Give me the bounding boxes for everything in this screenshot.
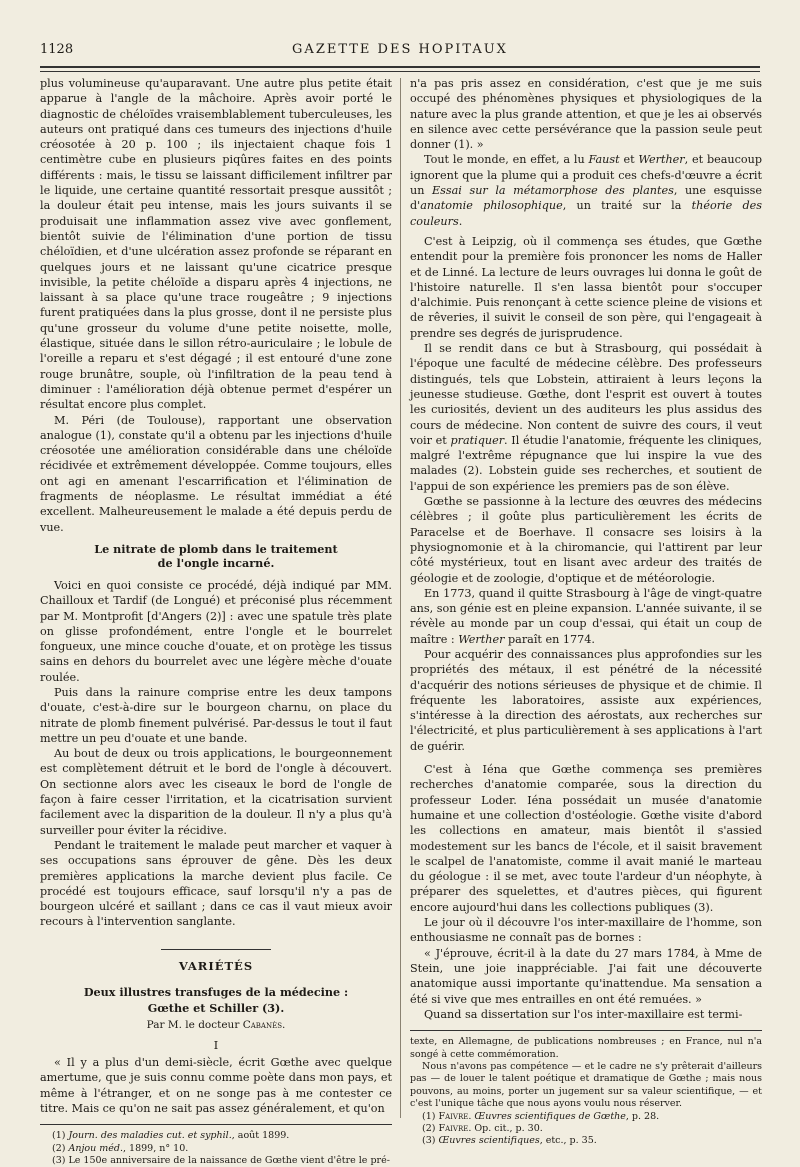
footnote-title: Œuvres scientifiques de Gœthe <box>474 1110 626 1122</box>
footnote <box>410 1123 762 1135</box>
article-byline <box>40 1018 392 1033</box>
footnote-rule <box>410 1030 762 1031</box>
footnote-title: Journ. des maladies cut. et syphil. <box>68 1130 232 1142</box>
text-run: . Il étudie l'anatomie, fréquente les cliniques, malgré l'extrême répugnance que lui inspire la vue des malades (2). Lobstein guide ses recherches, et soutient de l'appui de son expérience les premiers pas de son élève. <box>410 433 762 493</box>
paragraph: Le jour où il découvre l'os inter-maxillaire de l'homme, son enthousiasme ne connaît pas de bornes : <box>410 916 762 945</box>
footnote-number: (2) <box>52 1142 69 1154</box>
footnote <box>40 1143 392 1155</box>
footnote-number: (1) <box>52 1130 69 1142</box>
text-run: Il se rendit dans ce but à Strasbourg, qui possédait à l'époque une faculté de médecine célèbre. Des professeurs distingués, tels que Lobstein, attiraient à leurs leçons la jeunesse studieuse. Gœthe, dont l'esprit est ouvert à toutes les curiosités, devient un des auditeurs les plus assidus des cours de médecine. Non content de suivre des cours, il veut voir et <box>410 342 762 447</box>
left-column <box>40 76 392 1167</box>
footnote-text: , p. 28. <box>625 1110 660 1122</box>
footnote: (3) Le 150e anniversaire de la naissance de Gœthe vient d'être le pré- <box>52 1154 390 1166</box>
footnote-author: Faivre <box>438 1110 469 1122</box>
footnote-text: , etc., p. 35. <box>539 1135 597 1147</box>
article-title-line: Gœthe et Schiller (3). <box>147 1001 285 1016</box>
footnote: texte, en Allemagne, de publications nombreuses ; en France, nul n'a songé à cette commémoration. <box>410 1036 762 1060</box>
text-run: Tout le monde, en effet, a lu <box>424 153 589 167</box>
section-heading-line: de l'ongle incarné. <box>157 555 275 570</box>
page-number: 1128 <box>40 42 74 57</box>
text-run: . <box>458 214 463 228</box>
footnote <box>40 1130 392 1142</box>
paragraph: Pour acquérir des connaissances plus approfondies sur les propriétés des métaux, il est pénétré de la nécessité d'acquérir des notions sérieuses de physique et de chimie. Il fréquente les laboratoires, assiste aux expériences, s'intéresse à la direction des aérostats, aux recherches sur l'électricité, et plus particulièrement à ses applications à l'art de guérir. <box>410 647 762 753</box>
byline-prefix: Par M. le docteur <box>146 1019 243 1032</box>
footnote-title: Œuvres scientifiques <box>438 1135 540 1147</box>
author-name: Cabanès. <box>242 1019 286 1032</box>
emphasis: pratiquer <box>450 433 505 447</box>
text-run: paraît en 1774. <box>504 632 595 646</box>
text-run: et <box>619 153 639 167</box>
section-heading <box>40 542 392 570</box>
footnote-text: . <box>468 1110 475 1122</box>
work-title: anatomie philosophique <box>420 199 563 213</box>
header-rule-thin <box>40 71 760 72</box>
paragraph: plus volumineuse qu'auparavant. Une autre plus petite était apparue à l'angle de la mâchoire. Après avoir porté le diagnostic de chéloïdes vraisemblablement tuberculeuses, les auteurs ont pratiqué dans ces tumeurs des injections d'huile créosotée à 20 p. 100 ; ils injectaient chaque fois 1 centimètre cube en plusieurs piqûres faites en des points différents : mais, le tissu se laissant difficilement infiltrer par le liquide, une certaine quantité ressortait presque aussitôt ; la douleur était peu intense, mais les jours suivants il se produisait une inflammation assez vive avec gonflement, bientôt suivie de l'élimination d'une portion de tissu chéloïdien, et d'une ulcération assez profonde se réparant en quelques jours et ne laissant qu'une cicatrice presque invisible, la petite chéloïde a disparu après 4 injections, ne laissant à sa place qu'une trace rougeâtre ; 9 injections furent pratiquées dans la plus grosse, dont il ne persiste plus qu'une grosseur du volume d'une petite noisette, molle, élastique, située dans le sillon rétro-auriculaire ; le lobule de l'oreille a reparu et s'est dégagé ; il est entouré d'une zone rouge brunâtre, souple, où l'infiltration de la peau tend à diminuer : l'amélioration déjà obtenue permet d'espérer un résultat encore plus complet. <box>40 77 392 412</box>
paragraph: M. Péri (de Toulouse), rapportant une observation analogue (1), constate qu'il a obtenu par les injections d'huile créosotée une amélioration considérable dans une chéloïde récidivée et extrêmement développée. Comme toujours, elles ont agi en amenant l'escarrification et l'élimination de fragments de néoplasme. Le résultat immédiat a été excellent. Malheureusement le malade a été depuis perdu de vue. <box>40 413 392 534</box>
work-title: Essai sur la métamorphose des plantes <box>431 184 674 198</box>
work-title: théorie des couleurs <box>410 199 763 228</box>
footnote-title: Anjou méd. <box>68 1142 123 1154</box>
chapter-number: I <box>213 1038 219 1052</box>
paragraph: C'est à Leipzig, où il commença ses études, que Gœthe entendit pour la première fois prononcer les noms de Haller et de Linné. La lecture de leurs ouvrages lui donna le goût de l'histoire naturelle. Il s'en lassa bientôt pour s'occuper d'alchimie. Puis renonçant à cette science pleine de visions et de rêveries, il suivit le conseil de son père, qui l'engageait à prendre ses degrés de jurisprudence. <box>410 234 762 340</box>
paragraph: n'a pas pris assez en considération, c'est que je me suis occupé des phénomènes physiques et physiologiques de la nature avec la plus grande attention, et que je les ai observés en silence avec cette persévérance que la passion seule peut donner (1). » <box>410 77 762 152</box>
footnote-rule <box>40 1124 392 1125</box>
text-run: En 1773, quand il quitte Strasbourg à l'âge de vingt-quatre ans, son génie est en pleine expansion. L'année suivante, il se révèle au monde par un coup d'essai, qui était un coup de maître : <box>410 586 762 646</box>
running-title: GAZETTE DES HOPITAUX <box>292 42 508 57</box>
work-title: Werther <box>638 153 685 167</box>
text-run: , une esquisse d' <box>410 184 762 213</box>
paragraph: « J'éprouve, écrit-il à la date du 27 mars 1784, à Mme de Stein, une joie inappréciable. J'ai fait une découverte anatomique aussi importante qu'inattendue. Ma sensation a été si vive que mes entrailles en ont été remuées. » <box>410 946 762 1006</box>
work-title: Werther <box>458 632 505 646</box>
footnote-number: (3) <box>422 1135 439 1147</box>
text-run: , et beaucoup ignorent que la plume qui a produit ces chefs-d'œuvre a écrit un <box>410 153 763 198</box>
footnote <box>410 1111 762 1123</box>
paragraph: « Il y a plus d'un demi-siècle, écrit Gœthe avec quelque amertume, que je suis connu comme poète dans mon pays, et même à l'étranger, et on ne songe pas à me contester ce titre. Mais ce qu'on ne sait pas assez généralement, et qu'on <box>40 1055 392 1115</box>
paragraph: C'est à Iéna que Gœthe commença ses premières recherches d'anatomie comparée, sous la direction du professeur Loder. Iéna possédait un musée d'anatomie humaine et une collection d'ostéologie. Gœthe visite d'abord les collections en amateur, mais bientôt il s'assied modestement sur les bancs de l'école, et il saisit bravement le scalpel de l'anatomiste, comme il avait manié le marteau du géologue : il se met, avec toute l'ardeur d'un néophyte, à préparer des squelettes, et d'autres pièces, qui figurent encore aujourd'hui dans les collections publiques (3). <box>410 763 762 914</box>
footnote-text: , 1899, n° 10. <box>123 1142 189 1154</box>
section-title-varietes: VARIÉTÉS <box>178 959 254 974</box>
column-separator <box>400 78 401 1118</box>
page-header <box>40 42 760 62</box>
paragraph <box>410 152 762 228</box>
paragraph <box>410 586 762 647</box>
footnote-number: (2) <box>422 1122 439 1134</box>
footnote <box>410 1135 762 1147</box>
paragraph: Quand sa dissertation sur l'os inter-maxillaire est termi- <box>424 1007 743 1021</box>
footnote-text: , août 1899. <box>231 1130 290 1142</box>
paragraph: Gœthe se passionne à la lecture des œuvres des médecins célèbres ; il goûte plus particulièrement les écrits de Paracelse et de Boerhave. Il consacre ses loisirs à la physiognomonie et à la chiromancie, qui l'attirent par leur côté mystérieux, tout en lisant avec ardeur des traités de géologie et de zoologie, d'optique et de météorologie. <box>410 495 762 585</box>
paragraph: Pendant le traitement le malade peut marcher et vaquer à ses occupations sans éprouver de gêne. Dès les deux premières applications la marche devient plus facile. Ce procédé est toujours efficace, sauf lorsqu'il n'y a pas de bourgeon ulcéré et saillant ; dans ce cas il vaut mieux avoir recours à l'intervention sanglante. <box>40 838 392 929</box>
paragraph <box>410 341 762 494</box>
paragraph: Au bout de deux ou trois applications, le bourgeonnement est complètement détruit et le bord de l'ongle à découvert. On sectionne alors avec les ciseaux le bord de l'ongle de façon à faire cesser l'irritation, et la cicatrisation survient facilement avec la disparition de la douleur. Il n'y a plus qu'à surveiller pour éviter la récidive. <box>40 747 392 837</box>
right-column <box>410 76 762 1148</box>
section-divider <box>40 939 392 954</box>
article-title-line: Deux illustres transfuges de la médecine : <box>83 985 349 1000</box>
text-run: , un traité sur la <box>562 199 692 213</box>
section-heading-line: Le nitrate de plomb dans le traitement <box>94 541 338 556</box>
header-rule <box>40 66 760 68</box>
paragraph: Puis dans la rainure comprise entre les deux tampons d'ouate, c'est-à-dire sur le bourgeon charnu, on place du nitrate de plomb finement pulvérisé. Par-dessus le tout il faut mettre un peu d'ouate et une bande. <box>40 685 392 745</box>
footnote: Nous n'avons pas compétence — et le cadre ne s'y prêterait d'ailleurs pas — de louer le talent poétique et dramatique de Gœthe ; mais nous pouvons, au moins, porter un jugement sur sa valeur scientifique, — et c'est l'unique tâche que nous ayons voulu nous réserver. <box>410 1060 762 1110</box>
footnote-number: (1) <box>422 1110 439 1122</box>
article-title <box>40 984 392 1016</box>
work-title: Faust <box>588 153 620 167</box>
footnote-text: . Op. cit., p. 30. <box>468 1122 543 1134</box>
footnote-author: Faivre <box>438 1122 469 1134</box>
paragraph: Voici en quoi consiste ce procédé, déjà indiqué par MM. Chailloux et Tardif (de Longué) et préconisé plus récemment par M. Montprofit [d'Angers (2)] : avec une spatule très plate on glisse profondément, entre l'ongle et le bourrelet fongueux, une mince couche d'ouate, et on protège les tissus sains en dehors du bourrelet avec une légère mèche d'ouate roulée. <box>40 578 392 684</box>
